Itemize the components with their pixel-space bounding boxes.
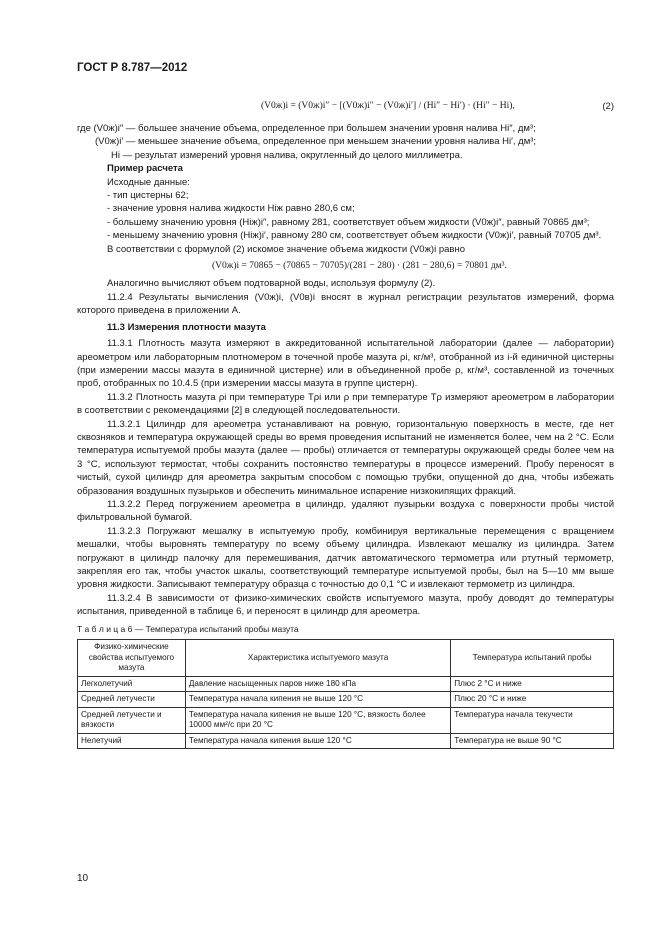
where-line-1: где (V0ж)i″ — большее значение объема, определенное при большем значении уровня налива Hi″, дм³;: [77, 123, 536, 134]
section-heading-11-3: 11.3 Измерения плотности мазута: [107, 321, 266, 333]
paragraph-11-3-1: 11.3.1 Плотность мазута измеряют в аккредитованной испытательной лаборатории (далее — лаборатории) ареометром или лабораторным плотномером в точечной пробе мазута ρi, кг/м³, отобранной из i-й единичной цистерны (при измерении массы мазута в единичной цистерне) или в объединенной пробе ρ, кг/м³, составленной из точечных проб, отобранных по 10.4.5 (при измерении массы мазута в группе цистерн).: [77, 338, 614, 390]
where-line-3: Hi — результат измерений уровня налива, округленный до целого миллиметра.: [111, 149, 463, 161]
paragraph-11-3-2: 11.3.2 Плотность мазута ρi при температуре Tρi или ρ при температуре Tρ измеряют ареометром в лаборатории в соответствии с рекомендациями [2] в следующей последовательности.: [77, 391, 614, 417]
table-6-caption: Т а б л и ц а 6 — Температура испытаний пробы мазута: [77, 623, 299, 634]
table-cell: Температура начала текучести: [451, 707, 614, 733]
table-header-cell: Физико-химические свойства испытуемого мазута: [78, 640, 186, 677]
example-item: - тип цистерны 62;: [107, 190, 189, 202]
table-row: [78, 733, 614, 749]
example-title: Пример расчета: [107, 163, 183, 175]
example-formula: (V0ж)i = 70865 − (70865 − 70705)/(281 − 280) · (281 − 280,6) = 70801 дм³.: [212, 261, 507, 272]
page-content: [77, 92, 614, 749]
table-cell: Нелетучий: [78, 733, 186, 749]
table-6: [77, 639, 614, 749]
table-header-row: [78, 640, 614, 677]
paragraph-11-2-4: 11.2.4 Результаты вычисления (V0ж)i, (V0в)i вносят в журнал регистрации результатов измерений, форма которого приведена в приложении А.: [77, 291, 614, 317]
table-cell: Плюс 20 °С и ниже: [451, 692, 614, 708]
formula-2-expression: (V0ж)i = (V0ж)i″ − [(V0ж)i″ − (V0ж)i′] / (Hi″ − Hi′) · (Hi″ − Hi),: [261, 101, 515, 111]
example-conclusion: В соответствии с формулой (2) искомое значение объема жидкости (V0ж)i равно: [107, 243, 465, 255]
table-cell: Давление насыщенных паров ниже 180 кПа: [185, 676, 450, 692]
example-item: - меньшему значению уровня (Hiж)i′, равному 280 см, соответствует объем жидкости (V0ж)i′, равный 70705 дм³.: [107, 230, 602, 242]
example-item: - значение уровня налива жидкости Hiж равно 280,6 см;: [107, 203, 355, 215]
table-cell: Легколетучий: [78, 676, 186, 692]
example-intro: Исходные данные:: [107, 176, 190, 188]
table-cell: Температура начала кипения выше 120 °С: [185, 733, 450, 749]
paragraph-11-3-2-3: 11.3.2.3 Погружают мешалку в испытуемую пробу, комбинируя вертикальные перемещения с вращением мешалки, чтобы выровнять температуру по всему объему цилиндра. Извлекают мешалку из цилиндра. Затем погружают в цилиндр палочку для перемешивания, датчик автоматического термометра или ртутный термометр, закрепляя его так, чтобы участок шкалы, соответствующий температуре испытуемой пробы, был на 5—10 мм выше уровня жидкости. Записывают температуру образца с точностью до 0,1 °С и извлекают термометр из цилиндра.: [77, 525, 614, 591]
where-line-2: (V0ж)i′ — меньшее значение объема, определенное при меньшем значении уровня налива Hi′, дм³;: [95, 136, 537, 148]
table-cell: Средней летучести: [78, 692, 186, 708]
paragraph-11-3-2-2: 11.3.2.2 Перед погружением ареометра в цилиндр, удаляют пузырьки воздуха с поверхности пробы чистой фильтровальной бумагой.: [77, 498, 614, 524]
table-row: [78, 707, 614, 733]
paragraph-11-3-2-4: 11.3.2.4 В зависимости от физико-химических свойств испытуемого мазута, пробу доводят до температуры испытания, приведенной в таблице 6, и переносят в цилиндр для ареометра.: [77, 592, 614, 618]
table-row: [78, 692, 614, 708]
table-header-cell: Характеристика испытуемого мазута: [185, 640, 450, 677]
document-header: ГОСТ Р 8.787—2012: [77, 62, 188, 74]
table-cell: Средней летучести и вязкости: [78, 707, 186, 733]
page-number: 10: [77, 873, 89, 884]
example-item: - большему значению уровня (Hiж)i″, равному 281, соответствует объем жидкости (V0ж)i″, равный 70865 дм³;: [107, 216, 590, 228]
table-cell: Температура начала кипения не выше 120 °С, вязкость более 10000 мм²/с при 20 °С: [185, 707, 450, 733]
table-cell: Температура не выше 90 °С: [451, 733, 614, 749]
table-header-cell: Температура испытаний пробы: [451, 640, 614, 677]
table-cell: Температура начала кипения не выше 120 °С: [185, 692, 450, 708]
paragraph-similar: Аналогично вычисляют объем подтоварной воды, используя формулу (2).: [107, 278, 436, 290]
formula-2-number: (2): [602, 101, 614, 112]
formula-2: [77, 92, 614, 122]
paragraph-11-3-2-1: 11.3.2.1 Цилиндр для ареометра устанавливают на ровную, горизонтальную поверхность в месте, где нет сквозняков и температура окружающей среды во время проведения испытаний не изменяется более, чем на 2 °С. Если температура испытуемой пробы мазута (далее — пробы) отличается от температуры окружающей среды более чем на 3 °С, используют термостат, чтобы сохранить постоянство температуры в процессе измерений. Пробу переносят в чистый, сухой цилиндр для ареометра закрытым способом с помощью трубки, опущенной до дна, чтобы избежать образования воздушных пузырьков и обеспечить минимальное испарение низкокипящих фракций.: [77, 418, 614, 497]
table-cell: Плюс 2 °С и ниже: [451, 676, 614, 692]
table-row: [78, 676, 614, 692]
